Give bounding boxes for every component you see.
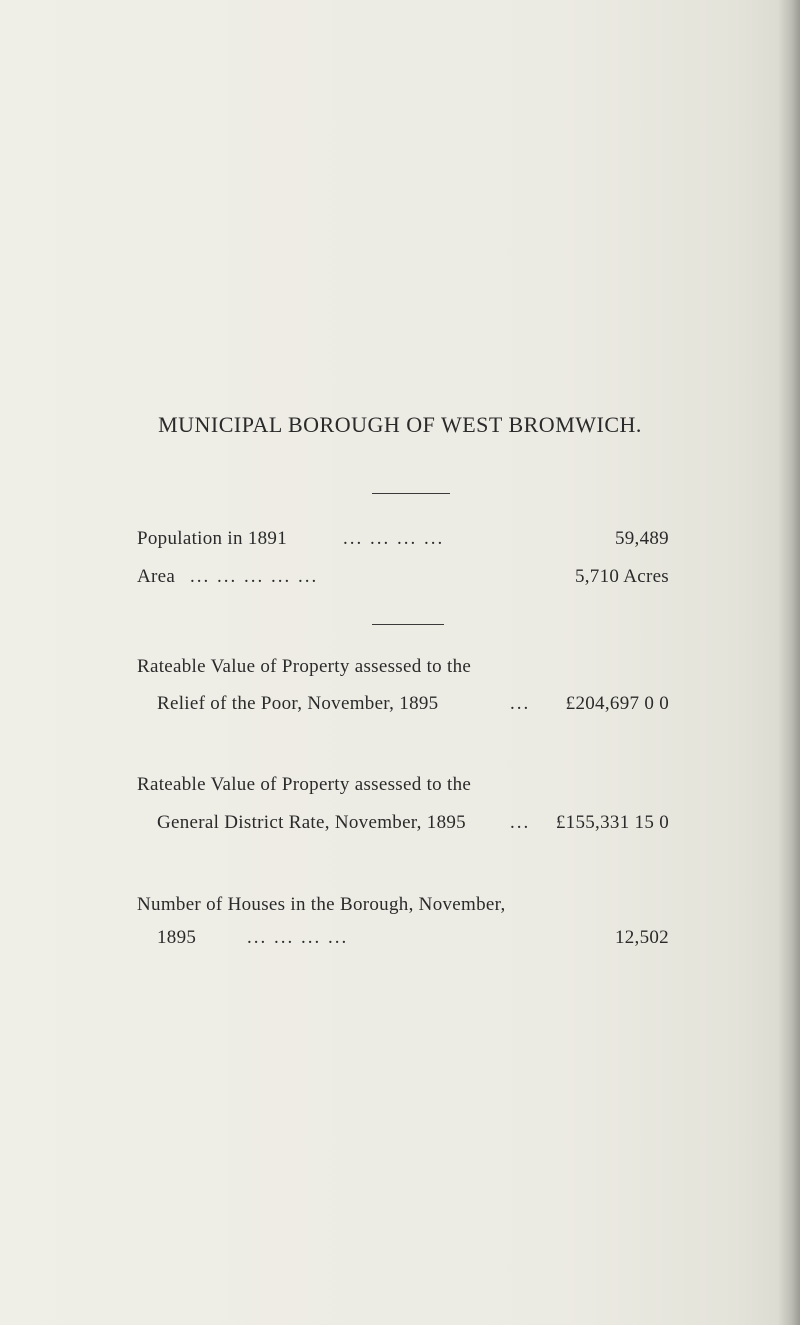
divider-rule [372, 493, 450, 494]
area-leader-dots: ... ... ... ... ... [190, 566, 319, 587]
houses-line1: Number of Houses in the Borough, November, [137, 894, 506, 915]
rateable-general-line2: General District Rate, November, 1895 [157, 812, 466, 833]
divider-rule [372, 624, 444, 625]
rateable-general-value: £155,331 15 0 [555, 812, 669, 833]
area-value: 5,710 Acres [574, 566, 669, 587]
population-value: 59,489 [614, 528, 669, 549]
rateable-poor-line2: Relief of the Poor, November, 1895 [157, 693, 439, 714]
page-edge-shadow [778, 0, 800, 1325]
document-title: MUNICIPAL BOROUGH OF WEST BROMWICH. [158, 412, 642, 437]
rateable-poor-value: £204,697 0 0 [565, 693, 669, 714]
houses-leader-dots: ... ... ... ... [247, 927, 349, 948]
area-label: Area [137, 566, 176, 587]
houses-line2: 1895 [157, 927, 197, 948]
houses-value: 12,502 [614, 927, 669, 948]
rateable-general-line1: Rateable Value of Property assessed to the [137, 774, 472, 795]
rateable-poor-leader-dots: ... [510, 693, 531, 714]
rateable-general-leader-dots: ... [510, 812, 531, 833]
rateable-poor-line1: Rateable Value of Property assessed to the [137, 656, 472, 677]
population-label: Population in 1891 [137, 528, 288, 549]
population-leader-dots: ... ... ... ... [343, 528, 445, 549]
